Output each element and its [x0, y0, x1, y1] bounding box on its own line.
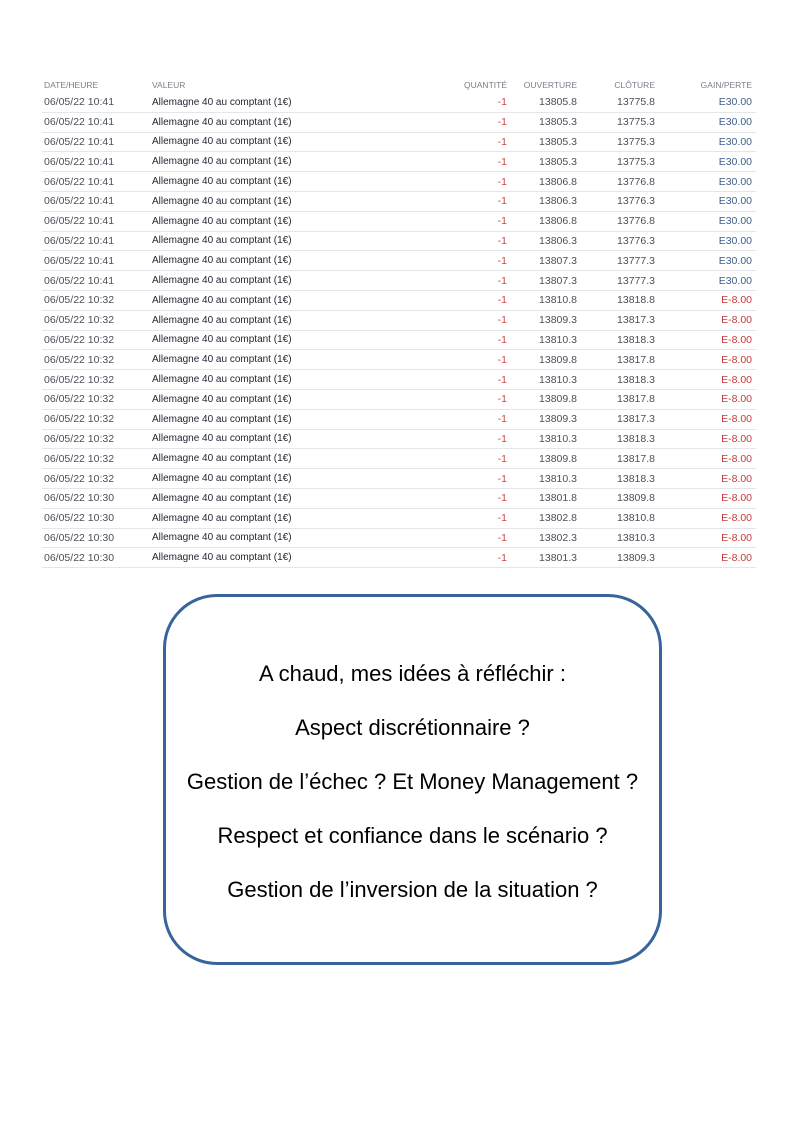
cell-quantity: -1 [382, 211, 507, 231]
cell-close: 13817.8 [577, 350, 655, 370]
cell-value: Allemagne 40 au comptant (1€) [152, 191, 382, 211]
cell-date: 06/05/22 10:41 [42, 271, 152, 291]
cell-close: 13817.3 [577, 310, 655, 330]
cell-quantity: -1 [382, 310, 507, 330]
cell-value: Allemagne 40 au comptant (1€) [152, 469, 382, 489]
cell-open: 13809.8 [507, 389, 577, 409]
cell-date: 06/05/22 10:41 [42, 251, 152, 271]
cell-date: 06/05/22 10:41 [42, 211, 152, 231]
cell-open: 13807.3 [507, 251, 577, 271]
cell-date: 06/05/22 10:32 [42, 389, 152, 409]
table-row [42, 152, 756, 172]
cell-close: 13775.3 [577, 112, 655, 132]
table-row [42, 330, 756, 350]
cell-gain-loss: E-8.00 [655, 469, 756, 489]
header-close: CLÔTURE [614, 79, 655, 90]
cell-date: 06/05/22 10:41 [42, 231, 152, 251]
cell-quantity: -1 [382, 251, 507, 271]
cell-open: 13806.8 [507, 211, 577, 231]
cell-date: 06/05/22 10:41 [42, 152, 152, 172]
cell-gain-loss: E30.00 [655, 191, 756, 211]
cell-open: 13806.3 [507, 191, 577, 211]
cell-close: 13777.3 [577, 271, 655, 291]
cell-date: 06/05/22 10:32 [42, 449, 152, 469]
cell-open: 13810.3 [507, 429, 577, 449]
cell-open: 13806.8 [507, 172, 577, 192]
cell-gain-loss: E30.00 [655, 251, 756, 271]
cell-gain-loss: E30.00 [655, 231, 756, 251]
cell-gain-loss: E30.00 [655, 271, 756, 291]
header-gain-loss: GAIN/PERTE [700, 79, 752, 90]
cell-open: 13807.3 [507, 271, 577, 291]
cell-date: 06/05/22 10:32 [42, 310, 152, 330]
cell-close: 13817.8 [577, 389, 655, 409]
cell-quantity: -1 [382, 271, 507, 291]
cell-value: Allemagne 40 au comptant (1€) [152, 548, 382, 568]
table-header-row [42, 76, 756, 93]
table-row [42, 191, 756, 211]
cell-gain-loss: E-8.00 [655, 528, 756, 548]
cell-date: 06/05/22 10:32 [42, 409, 152, 429]
table-row [42, 271, 756, 291]
table-row [42, 528, 756, 548]
cell-gain-loss: E-8.00 [655, 290, 756, 310]
cell-date: 06/05/22 10:30 [42, 548, 152, 568]
cell-value: Allemagne 40 au comptant (1€) [152, 409, 382, 429]
table-row [42, 548, 756, 568]
cell-date: 06/05/22 10:30 [42, 488, 152, 508]
cell-close: 13777.3 [577, 251, 655, 271]
cell-date: 06/05/22 10:32 [42, 429, 152, 449]
header-quantity: QUANTITÉ [464, 79, 507, 90]
cell-gain-loss: E30.00 [655, 112, 756, 132]
cell-open: 13801.8 [507, 488, 577, 508]
cell-quantity: -1 [382, 112, 507, 132]
cell-date: 06/05/22 10:32 [42, 290, 152, 310]
cell-value: Allemagne 40 au comptant (1€) [152, 350, 382, 370]
trades-table [42, 76, 756, 568]
notes-heading: A chaud, mes idées à réfléchir : [259, 661, 566, 686]
cell-gain-loss: E-8.00 [655, 449, 756, 469]
cell-gain-loss: E-8.00 [655, 330, 756, 350]
table-row [42, 112, 756, 132]
cell-quantity: -1 [382, 231, 507, 251]
table-row [42, 370, 756, 390]
table-row [42, 350, 756, 370]
cell-open: 13806.3 [507, 231, 577, 251]
cell-date: 06/05/22 10:41 [42, 172, 152, 192]
table-body [42, 93, 756, 568]
table-row [42, 389, 756, 409]
cell-close: 13810.8 [577, 508, 655, 528]
cell-value: Allemagne 40 au comptant (1€) [152, 488, 382, 508]
cell-gain-loss: E-8.00 [655, 350, 756, 370]
cell-quantity: -1 [382, 508, 507, 528]
cell-close: 13775.8 [577, 93, 655, 112]
cell-gain-loss: E-8.00 [655, 409, 756, 429]
cell-quantity: -1 [382, 389, 507, 409]
cell-open: 13802.3 [507, 528, 577, 548]
cell-gain-loss: E30.00 [655, 152, 756, 172]
notes-box [163, 594, 662, 965]
cell-open: 13802.8 [507, 508, 577, 528]
cell-quantity: -1 [382, 350, 507, 370]
cell-open: 13805.3 [507, 152, 577, 172]
cell-date: 06/05/22 10:32 [42, 370, 152, 390]
cell-close: 13818.3 [577, 429, 655, 449]
table-row [42, 290, 756, 310]
cell-date: 06/05/22 10:41 [42, 132, 152, 152]
cell-open: 13809.3 [507, 310, 577, 330]
cell-value: Allemagne 40 au comptant (1€) [152, 310, 382, 330]
cell-date: 06/05/22 10:30 [42, 528, 152, 548]
notes-line: Gestion de l’échec ? Et Money Management ? [186, 769, 639, 794]
cell-gain-loss: E30.00 [655, 132, 756, 152]
cell-date: 06/05/22 10:30 [42, 508, 152, 528]
header-open: OUVERTURE [523, 79, 577, 90]
header-value: VALEUR [152, 79, 186, 90]
table-row [42, 132, 756, 152]
cell-close: 13776.8 [577, 172, 655, 192]
notes-line: Aspect discrétionnaire ? [295, 715, 530, 740]
trade-history-table [42, 76, 750, 568]
cell-quantity: -1 [382, 172, 507, 192]
cell-close: 13776.8 [577, 211, 655, 231]
cell-close: 13809.8 [577, 488, 655, 508]
table-row [42, 211, 756, 231]
cell-date: 06/05/22 10:32 [42, 350, 152, 370]
cell-quantity: -1 [382, 290, 507, 310]
cell-close: 13818.3 [577, 330, 655, 350]
cell-value: Allemagne 40 au comptant (1€) [152, 330, 382, 350]
cell-quantity: -1 [382, 409, 507, 429]
cell-value: Allemagne 40 au comptant (1€) [152, 93, 382, 112]
cell-date: 06/05/22 10:32 [42, 330, 152, 350]
cell-open: 13810.8 [507, 290, 577, 310]
table-row [42, 429, 756, 449]
cell-date: 06/05/22 10:41 [42, 112, 152, 132]
cell-gain-loss: E-8.00 [655, 370, 756, 390]
cell-gain-loss: E-8.00 [655, 389, 756, 409]
cell-value: Allemagne 40 au comptant (1€) [152, 271, 382, 291]
cell-quantity: -1 [382, 429, 507, 449]
table-row [42, 508, 756, 528]
cell-quantity: -1 [382, 93, 507, 112]
table-row [42, 409, 756, 429]
cell-value: Allemagne 40 au comptant (1€) [152, 290, 382, 310]
cell-date: 06/05/22 10:41 [42, 93, 152, 112]
cell-gain-loss: E-8.00 [655, 548, 756, 568]
cell-value: Allemagne 40 au comptant (1€) [152, 370, 382, 390]
cell-close: 13818.3 [577, 469, 655, 489]
cell-open: 13810.3 [507, 469, 577, 489]
cell-gain-loss: E-8.00 [655, 508, 756, 528]
table-row [42, 469, 756, 489]
cell-value: Allemagne 40 au comptant (1€) [152, 429, 382, 449]
cell-quantity: -1 [382, 330, 507, 350]
cell-value: Allemagne 40 au comptant (1€) [152, 132, 382, 152]
cell-close: 13776.3 [577, 191, 655, 211]
cell-value: Allemagne 40 au comptant (1€) [152, 508, 382, 528]
cell-value: Allemagne 40 au comptant (1€) [152, 172, 382, 192]
cell-quantity: -1 [382, 132, 507, 152]
cell-open: 13809.3 [507, 409, 577, 429]
cell-open: 13805.3 [507, 112, 577, 132]
cell-close: 13810.3 [577, 528, 655, 548]
cell-quantity: -1 [382, 488, 507, 508]
cell-close: 13818.8 [577, 290, 655, 310]
cell-open: 13805.8 [507, 93, 577, 112]
cell-gain-loss: E30.00 [655, 93, 756, 112]
table-row [42, 93, 756, 112]
cell-value: Allemagne 40 au comptant (1€) [152, 152, 382, 172]
cell-open: 13810.3 [507, 330, 577, 350]
notes-line: Respect et confiance dans le scénario ? [217, 823, 608, 848]
cell-date: 06/05/22 10:41 [42, 191, 152, 211]
cell-quantity: -1 [382, 449, 507, 469]
cell-close: 13809.3 [577, 548, 655, 568]
table-row [42, 449, 756, 469]
cell-quantity: -1 [382, 528, 507, 548]
cell-value: Allemagne 40 au comptant (1€) [152, 251, 382, 271]
cell-gain-loss: E30.00 [655, 172, 756, 192]
cell-value: Allemagne 40 au comptant (1€) [152, 112, 382, 132]
header-date: DATE/HEURE [44, 79, 99, 90]
notes-line: Gestion de l’inversion de la situation ? [227, 877, 598, 902]
cell-quantity: -1 [382, 191, 507, 211]
cell-value: Allemagne 40 au comptant (1€) [152, 389, 382, 409]
cell-close: 13817.8 [577, 449, 655, 469]
cell-close: 13776.3 [577, 231, 655, 251]
cell-open: 13810.3 [507, 370, 577, 390]
cell-quantity: -1 [382, 548, 507, 568]
cell-date: 06/05/22 10:32 [42, 469, 152, 489]
cell-value: Allemagne 40 au comptant (1€) [152, 211, 382, 231]
table-row [42, 231, 756, 251]
cell-open: 13805.3 [507, 132, 577, 152]
cell-close: 13817.3 [577, 409, 655, 429]
cell-value: Allemagne 40 au comptant (1€) [152, 449, 382, 469]
cell-open: 13809.8 [507, 350, 577, 370]
cell-quantity: -1 [382, 469, 507, 489]
cell-close: 13775.3 [577, 132, 655, 152]
cell-close: 13775.3 [577, 152, 655, 172]
cell-gain-loss: E30.00 [655, 211, 756, 231]
cell-close: 13818.3 [577, 370, 655, 390]
table-row [42, 310, 756, 330]
cell-value: Allemagne 40 au comptant (1€) [152, 528, 382, 548]
cell-gain-loss: E-8.00 [655, 488, 756, 508]
cell-value: Allemagne 40 au comptant (1€) [152, 231, 382, 251]
table-row [42, 172, 756, 192]
table-row [42, 251, 756, 271]
cell-gain-loss: E-8.00 [655, 429, 756, 449]
cell-quantity: -1 [382, 152, 507, 172]
cell-gain-loss: E-8.00 [655, 310, 756, 330]
cell-quantity: -1 [382, 370, 507, 390]
cell-open: 13809.8 [507, 449, 577, 469]
table-row [42, 488, 756, 508]
cell-open: 13801.3 [507, 548, 577, 568]
